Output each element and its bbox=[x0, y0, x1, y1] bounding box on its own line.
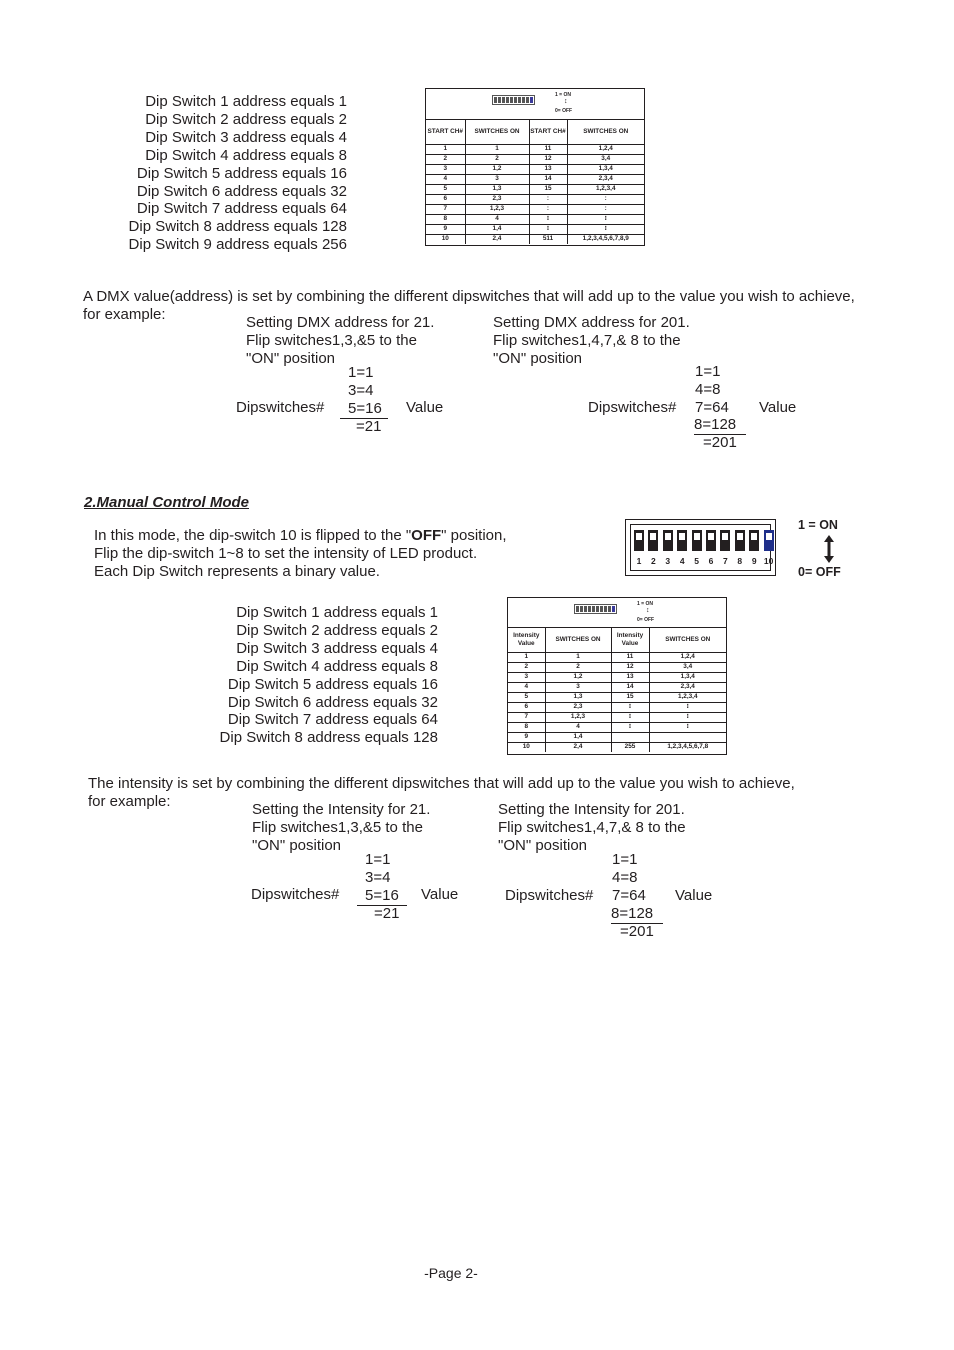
intensity-example-21-line3: "ON" position bbox=[252, 837, 342, 854]
table-cell: ⁝ bbox=[529, 224, 567, 234]
sum-term: 1=1 bbox=[365, 851, 391, 868]
value-label: Value bbox=[759, 399, 797, 416]
table-cell: 1,2,3,4 bbox=[649, 692, 726, 702]
dip-switch-number: 10 bbox=[763, 556, 774, 566]
table-body bbox=[508, 652, 726, 752]
on-label: 1 = ON bbox=[637, 601, 653, 607]
table-row bbox=[426, 144, 644, 154]
dip-switch-lever bbox=[677, 530, 687, 551]
table-cell: 7 bbox=[508, 712, 545, 722]
table-cell: 6 bbox=[508, 702, 545, 712]
sum-term: 7=64 bbox=[612, 887, 646, 904]
table-cell: 1,2,3,4,5,6,7,8 bbox=[649, 742, 726, 752]
table-row bbox=[508, 672, 726, 682]
dip-switch-lever bbox=[720, 530, 730, 551]
sum-term: 1=1 bbox=[695, 363, 721, 380]
sum-total: =21 bbox=[374, 905, 400, 922]
off-label: 0= OFF bbox=[637, 617, 655, 623]
table-row bbox=[426, 164, 644, 174]
sum-term: 4=8 bbox=[695, 381, 721, 398]
table-cell: ⁝ bbox=[567, 224, 644, 234]
table-cell: ⁝ bbox=[611, 722, 649, 732]
sum-total: =201 bbox=[620, 923, 654, 940]
table-cell: 11 bbox=[529, 144, 567, 154]
dmx-intro-line1: A DMX value(address) is set by combining the different dipswitches that will add up to the value you wish to achieve, bbox=[83, 288, 855, 305]
dip-switch-illustration bbox=[625, 519, 776, 576]
table-header: Intensity Value bbox=[611, 628, 649, 652]
table-header: SWITCHES ON bbox=[567, 120, 644, 144]
table-cell: 9 bbox=[426, 224, 465, 234]
table-cell: 3 bbox=[508, 672, 545, 682]
dip-switch-lever bbox=[692, 530, 702, 551]
table-header: SWITCHES ON bbox=[649, 628, 726, 652]
updown-arrow-icon: ↕ bbox=[564, 98, 568, 105]
table-cell: 1,2,3 bbox=[465, 204, 529, 214]
table-dip-illustration bbox=[426, 89, 644, 120]
dip-switch-number: 7 bbox=[723, 556, 728, 566]
table-cell: 10 bbox=[426, 234, 465, 244]
page-number: -Page 2- bbox=[424, 1265, 478, 1281]
mini-dip-switch-icon bbox=[492, 95, 535, 105]
intensity-dip-address-list bbox=[220, 604, 438, 747]
table-cell: 3,4 bbox=[649, 662, 726, 672]
dip-switch-lever bbox=[735, 530, 745, 551]
table-cell: 2 bbox=[508, 662, 545, 672]
table-cell: ⁝ bbox=[649, 712, 726, 722]
intensity-example-21-line2: Flip switches1,3,&5 to the bbox=[252, 819, 423, 836]
sum-total: =21 bbox=[356, 418, 382, 435]
table-cell: 6 bbox=[426, 194, 465, 204]
dip-switch-number: 1 bbox=[636, 556, 642, 566]
table-cell: 15 bbox=[611, 692, 649, 702]
table-cell: 2,3 bbox=[465, 194, 529, 204]
dmx-address-table bbox=[425, 88, 645, 246]
intensity-example-201-line3: "ON" position bbox=[498, 837, 588, 854]
manual-para-line2: Flip the dip-switch 1~8 to set the intensity of LED product. bbox=[94, 545, 478, 562]
table-cell: 1 bbox=[465, 144, 529, 154]
table-cell: 2 bbox=[426, 154, 465, 164]
on-label: 1 = ON bbox=[555, 92, 571, 98]
dmx-example-21-line2: Flip switches1,3,&5 to the bbox=[246, 332, 417, 349]
table-cell: ⁝ bbox=[611, 702, 649, 712]
table-cell: 13 bbox=[611, 672, 649, 682]
table-header: SWITCHES ON bbox=[545, 628, 611, 652]
table-cell: 1,3 bbox=[465, 184, 529, 194]
dipswitches-label: Dipswitches# bbox=[236, 399, 325, 416]
dmx-example-21-line3: "ON" position bbox=[246, 350, 336, 367]
sum-term: 1=1 bbox=[612, 851, 638, 868]
table-cell: ⁝ bbox=[649, 722, 726, 732]
table-row bbox=[508, 742, 726, 752]
dmx-example-201-line3: "ON" position bbox=[493, 350, 583, 367]
sum-term: 7=64 bbox=[695, 399, 729, 416]
sum-term: 1=1 bbox=[348, 364, 374, 381]
dip-switch-lever bbox=[663, 530, 673, 551]
table-cell: 3,4 bbox=[567, 154, 644, 164]
table-cell: 5 bbox=[508, 692, 545, 702]
table-header: SWITCHES ON bbox=[465, 120, 529, 144]
intensity-value-table bbox=[508, 628, 726, 752]
dip-address-line: Dip Switch 4 address equals 8 bbox=[145, 146, 347, 164]
dip-switch-lever bbox=[706, 530, 716, 551]
table-row bbox=[426, 174, 644, 184]
table-cell: 2,3 bbox=[545, 702, 611, 712]
dip-address-line: Dip Switch 1 address equals 1 bbox=[145, 93, 347, 110]
dipswitches-label: Dipswitches# bbox=[588, 399, 677, 416]
dip-address-line: Dip Switch 3 address equals 4 bbox=[145, 128, 347, 146]
table-cell: 12 bbox=[529, 154, 567, 164]
table-cell: 1,4 bbox=[465, 224, 529, 234]
table-cell: 9 bbox=[508, 732, 545, 742]
table-cell: 12 bbox=[611, 662, 649, 672]
dip-switch-number: 9 bbox=[751, 556, 757, 566]
dmx-dip-address-list bbox=[129, 93, 347, 254]
table-cell: 2,4 bbox=[465, 234, 529, 244]
updown-arrow-icon bbox=[823, 535, 835, 563]
table-cell: 1,3,4 bbox=[567, 164, 644, 174]
manual-control-heading: 2.Manual Control Mode bbox=[84, 494, 249, 511]
dip-switch-lever bbox=[648, 530, 658, 551]
updown-arrow-icon: ↕ bbox=[646, 607, 650, 614]
dip-address-line: Dip Switch 1 address equals 1 bbox=[236, 604, 438, 621]
value-label: Value bbox=[406, 399, 444, 416]
manual-para-line1: In this mode, the dip-switch 10 is flipped to the "OFF" position, bbox=[94, 527, 507, 544]
table-cell: 4 bbox=[545, 722, 611, 732]
dip-switch-lever bbox=[749, 530, 759, 551]
dip-address-line: Dip Switch 9 address equals 256 bbox=[128, 236, 347, 254]
table-cell: 1,2,3 bbox=[545, 712, 611, 722]
dip-address-line: Dip Switch 5 address equals 16 bbox=[136, 164, 347, 182]
sum-term: 5=16 bbox=[357, 887, 407, 906]
dip-address-line: Dip Switch 8 address equals 128 bbox=[219, 729, 438, 747]
table-cell: 7 bbox=[426, 204, 465, 214]
table-row bbox=[508, 702, 726, 712]
dip-address-line: Dip Switch 2 address equals 2 bbox=[236, 621, 438, 639]
dipswitches-label: Dipswitches# bbox=[505, 887, 594, 904]
table-cell: : bbox=[567, 194, 644, 204]
table-cell: 1 bbox=[426, 144, 465, 154]
dip-address-line: Dip Switch 5 address equals 16 bbox=[227, 675, 438, 693]
table-cell: 1 bbox=[508, 652, 545, 662]
table-body bbox=[426, 144, 644, 244]
table-cell: : bbox=[529, 204, 567, 214]
dip-switch-number: 8 bbox=[737, 556, 743, 566]
table-cell: 2 bbox=[465, 154, 529, 164]
dipswitches-label: Dipswitches# bbox=[251, 886, 340, 903]
table-cell: 1,2 bbox=[545, 672, 611, 682]
table-row bbox=[426, 224, 644, 234]
manual-para-line3: Each Dip Switch represents a binary value. bbox=[94, 563, 380, 580]
address-table bbox=[426, 120, 644, 244]
table-cell: 1,2,4 bbox=[649, 652, 726, 662]
off-label: 0= OFF bbox=[798, 565, 841, 579]
table-cell: 3 bbox=[545, 682, 611, 692]
table-header: START CH# bbox=[529, 120, 567, 144]
table-header: Intensity Value bbox=[508, 628, 545, 652]
dmx-example-201-line2: Flip switches1,4,7,& 8 to the bbox=[493, 332, 681, 349]
dip-address-line: Dip Switch 6 address equals 32 bbox=[227, 693, 438, 711]
table-cell: 13 bbox=[529, 164, 567, 174]
intensity-intro-line2: for example: bbox=[88, 793, 171, 810]
table-cell: 2,3,4 bbox=[567, 174, 644, 184]
table-cell: ⁝ bbox=[567, 214, 644, 224]
table-cell: 3 bbox=[465, 174, 529, 184]
dip-address-line: Dip Switch 4 address equals 8 bbox=[236, 657, 438, 675]
dip-switch-lever bbox=[764, 530, 774, 551]
sum-term: 3=4 bbox=[348, 382, 374, 399]
sum-term: 8=128 bbox=[694, 416, 746, 435]
dip-address-line: Dip Switch 7 address equals 64 bbox=[227, 711, 438, 729]
table-cell: 5 bbox=[426, 184, 465, 194]
table-row bbox=[508, 712, 726, 722]
table-cell: 1,2,3,4 bbox=[567, 184, 644, 194]
dip-address-line: Dip Switch 2 address equals 2 bbox=[145, 110, 347, 128]
table-cell: 14 bbox=[611, 682, 649, 692]
table-cell: : bbox=[567, 204, 644, 214]
table-cell: 11 bbox=[611, 652, 649, 662]
table-row bbox=[426, 154, 644, 164]
table-row bbox=[508, 662, 726, 672]
dmx-example-201-line1: Setting DMX address for 201. bbox=[493, 314, 690, 331]
sum-term: 8=128 bbox=[611, 905, 663, 924]
table-cell bbox=[649, 732, 726, 742]
dip-address-line: Dip Switch 6 address equals 32 bbox=[136, 182, 347, 200]
intensity-table bbox=[507, 597, 727, 755]
intensity-example-21-line1: Setting the Intensity for 21. bbox=[252, 801, 431, 818]
table-row bbox=[426, 204, 644, 214]
table-cell: 255 bbox=[611, 742, 649, 752]
table-cell: 511 bbox=[529, 234, 567, 244]
value-label: Value bbox=[675, 887, 713, 904]
table-cell bbox=[611, 732, 649, 742]
table-cell: 15 bbox=[529, 184, 567, 194]
table-row bbox=[426, 194, 644, 204]
intensity-example-201-line2: Flip switches1,4,7,& 8 to the bbox=[498, 819, 686, 836]
table-cell: 4 bbox=[508, 682, 545, 692]
off-emphasis: OFF bbox=[411, 527, 442, 544]
dmx-intro-line2: for example: bbox=[83, 306, 166, 323]
table-cell: 1,2,3,4,5,6,7,8,9 bbox=[567, 234, 644, 244]
table-cell: 1,3,4 bbox=[649, 672, 726, 682]
table-row bbox=[508, 732, 726, 742]
intensity-intro-line1: The intensity is set by combining the different dipswitches that will add up to the value you wish to achieve, bbox=[88, 775, 795, 792]
table-cell: 1,2 bbox=[465, 164, 529, 174]
dip-switch-number: 3 bbox=[665, 556, 671, 566]
intensity-example-201-line1: Setting the Intensity for 201. bbox=[498, 801, 685, 818]
sum-term: 5=16 bbox=[340, 400, 388, 419]
dip-switch-number: 5 bbox=[694, 556, 699, 566]
table-row bbox=[508, 692, 726, 702]
table-cell: 2,3,4 bbox=[649, 682, 726, 692]
dmx-example-21-line1: Setting DMX address for 21. bbox=[246, 314, 435, 331]
table-row bbox=[508, 652, 726, 662]
table-cell: 2 bbox=[545, 662, 611, 672]
table-cell: 1,3 bbox=[545, 692, 611, 702]
dip-address-line: Dip Switch 3 address equals 4 bbox=[236, 639, 438, 657]
dip-switch-lever bbox=[634, 530, 644, 551]
mini-dip-switch-icon bbox=[574, 604, 617, 614]
table-cell: ⁝ bbox=[529, 214, 567, 224]
table-cell: 1,2,4 bbox=[567, 144, 644, 154]
dip-switch-number: 2 bbox=[651, 556, 656, 566]
table-header: START CH# bbox=[426, 120, 465, 144]
table-row bbox=[426, 214, 644, 224]
table-row bbox=[508, 682, 726, 692]
table-row bbox=[426, 184, 644, 194]
off-label: 0= OFF bbox=[555, 108, 573, 114]
dip-address-line: Dip Switch 8 address equals 128 bbox=[128, 218, 347, 236]
table-row bbox=[508, 722, 726, 732]
table-cell: 2,4 bbox=[545, 742, 611, 752]
table-cell: 4 bbox=[426, 174, 465, 184]
value-label: Value bbox=[421, 886, 459, 903]
table-cell: 3 bbox=[426, 164, 465, 174]
table-dip-illustration bbox=[508, 598, 726, 628]
sum-term: 3=4 bbox=[365, 869, 391, 886]
sum-total: =201 bbox=[703, 434, 737, 451]
table-cell: ⁝ bbox=[649, 702, 726, 712]
table-cell: 10 bbox=[508, 742, 545, 752]
table-cell: 8 bbox=[508, 722, 545, 732]
table-row bbox=[426, 234, 644, 244]
table-cell: 4 bbox=[465, 214, 529, 224]
dip-switch-number: 6 bbox=[708, 556, 714, 566]
table-cell: : bbox=[529, 194, 567, 204]
dip-switch-number: 4 bbox=[679, 556, 685, 566]
dip-address-line: Dip Switch 7 address equals 64 bbox=[136, 200, 347, 218]
table-cell: 1,4 bbox=[545, 732, 611, 742]
table-cell: 8 bbox=[426, 214, 465, 224]
sum-term: 4=8 bbox=[612, 869, 638, 886]
on-label: 1 = ON bbox=[798, 518, 838, 532]
table-cell: ⁝ bbox=[611, 712, 649, 722]
table-cell: 1 bbox=[545, 652, 611, 662]
table-cell: 14 bbox=[529, 174, 567, 184]
